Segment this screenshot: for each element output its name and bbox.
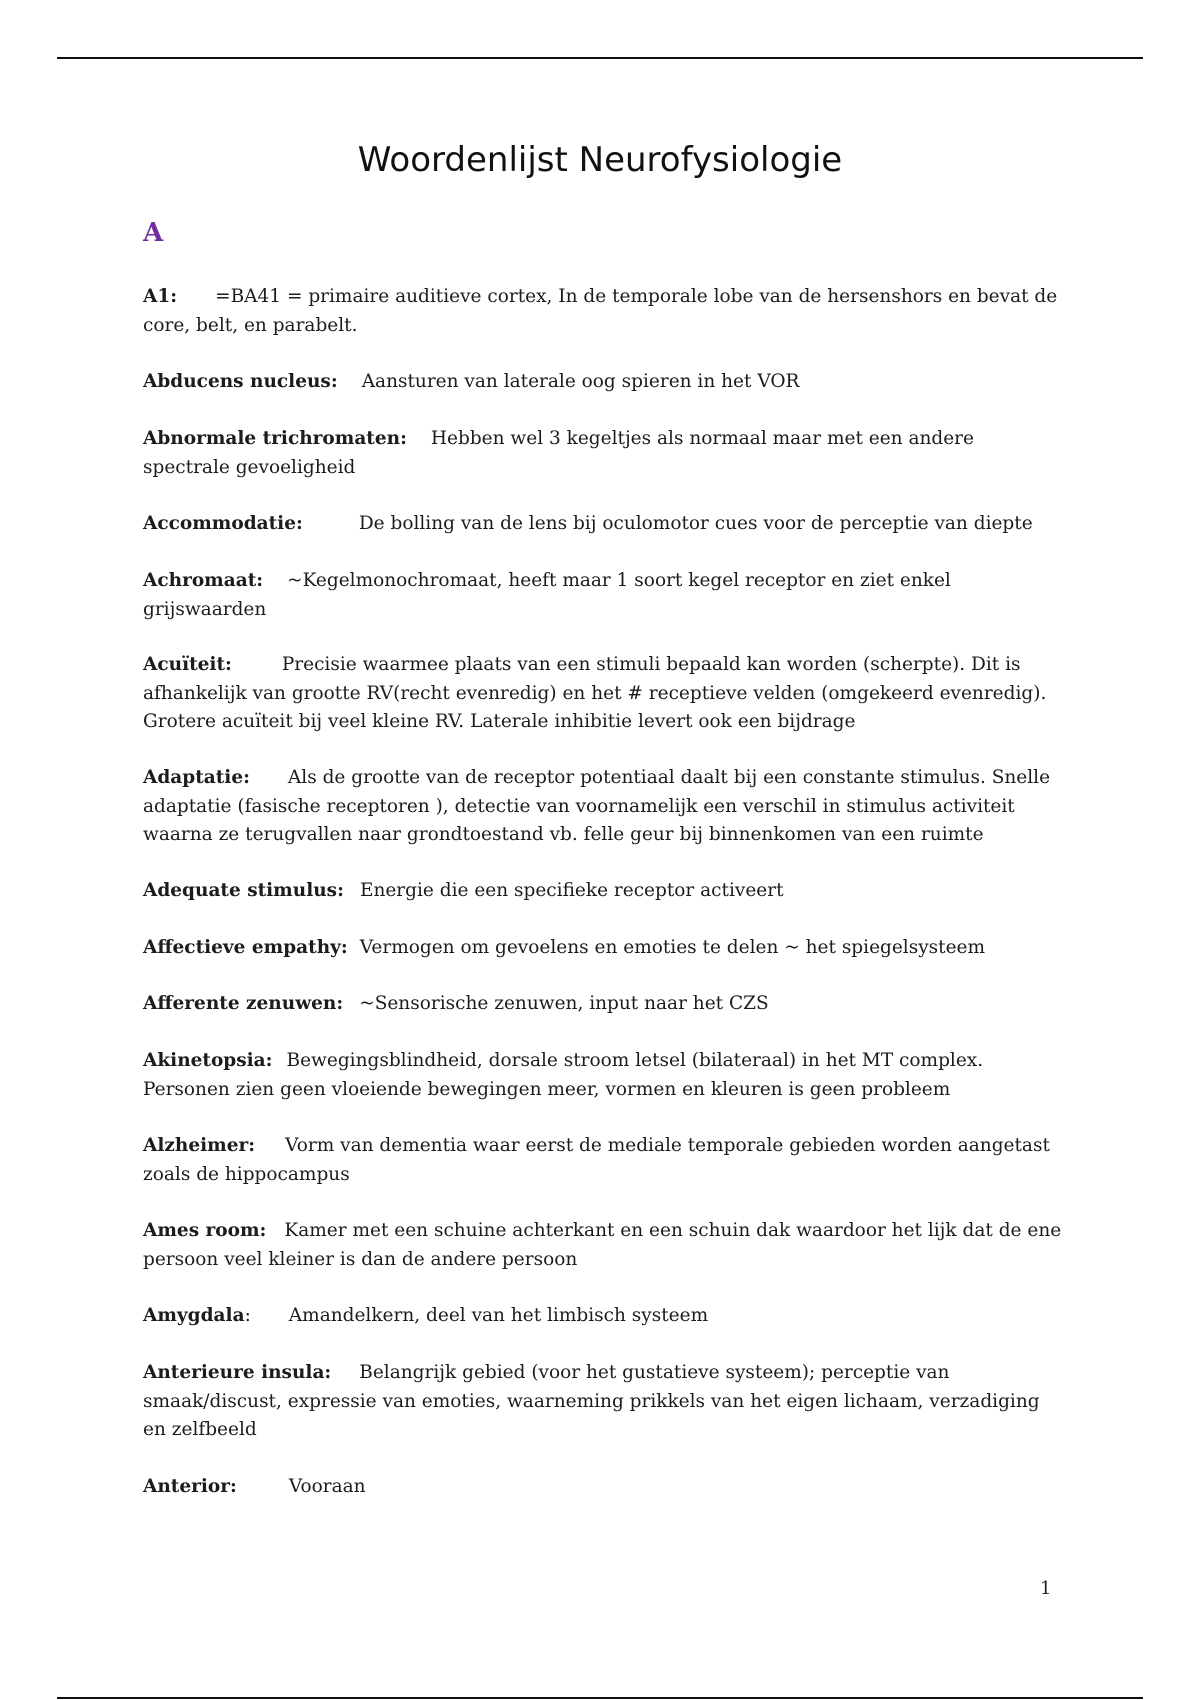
entry-term: Anterior: — [143, 1476, 237, 1497]
glossary-entry — [143, 368, 1063, 397]
page-number: 1 — [1040, 1578, 1052, 1599]
entry-definition: ~Kegelmonochromaat, heeft maar 1 soort kegel receptor en ziet enkel grijswaarden — [143, 570, 951, 620]
entry-term: Amygdala — [143, 1305, 245, 1326]
entry-term: Akinetopsia: — [143, 1050, 273, 1071]
entry-definition: Hebben wel 3 kegeltjes als normaal maar met een andere spectrale gevoeligheid — [143, 428, 974, 478]
entry-definition: Aansturen van laterale oog spieren in het VOR — [361, 371, 800, 392]
entry-term: Abducens nucleus: — [143, 371, 338, 392]
entry-definition: Precisie waarmee plaats van een stimuli bepaald kan worden (scherpte). Dit is afhankelijk van grootte RV(recht evenredig) en het # receptieve velden (omgekeerd evenredig). Grotere acuïteit bij veel kleine RV. Laterale inhibitie levert ook een bijdrage — [143, 654, 1047, 732]
entry-definition: De bolling van de lens bij oculomotor cues voor de perceptie van diepte — [358, 513, 1033, 534]
entry-term: Achromaat: — [143, 570, 264, 591]
entry-term: Afferente zenuwen: — [143, 993, 344, 1014]
entry-term: Acuïteit: — [143, 654, 232, 675]
entry-term: Accommodatie: — [143, 513, 303, 534]
entry-term: Adaptatie: — [143, 767, 250, 788]
glossary-entry — [143, 283, 1063, 340]
glossary-entry — [143, 1132, 1063, 1189]
entry-term: Alzheimer: — [143, 1135, 256, 1156]
entry-definition: Als de grootte van de receptor potentiaal daalt bij een constante stimulus. Snelle adaptatie (fasische receptoren ), detectie van voornamelijk een verschil in stimulus activiteit waarna ze terugvallen naar grondtoestand vb. felle geur bij binnenkomen van een ruimte — [143, 767, 1051, 845]
entry-definition: =BA41 = primaire auditieve cortex, In de temporale lobe van de hersenshors en bevat de core, belt, en parabelt. — [143, 286, 1058, 336]
entry-definition: Energie die een specifieke receptor activeert — [359, 880, 784, 901]
entry-term-suffix: : — [244, 1305, 251, 1326]
entry-term: Affectieve empathy: — [143, 937, 348, 958]
entry-definition: Amandelkern, deel van het limbisch systeem — [288, 1305, 709, 1326]
glossary-entry — [143, 425, 1063, 482]
entry-term: Ames room: — [143, 1220, 267, 1241]
header-rule — [57, 57, 1143, 59]
glossary-entry — [143, 1473, 1063, 1502]
glossary-entry — [143, 651, 1063, 737]
entry-definition: Vermogen om gevoelens en emoties te delen ~ het spiegelsysteem — [359, 937, 986, 958]
document-title: Woordenlijst Neurofysiologie — [357, 140, 843, 180]
glossary-entry — [143, 764, 1063, 850]
entry-definition: Vorm van dementia waar eerst de mediale temporale gebieden worden aangetast zoals de hippocampus — [143, 1135, 1050, 1185]
footer-rule — [57, 1697, 1143, 1699]
glossary-entry — [143, 1359, 1063, 1445]
entry-definition: Belangrijk gebied (voor het gustatieve systeem); perceptie van smaak/discust, expressie van emoties, waarneming prikkels van het eigen lichaam, verzadiging en zelfbeeld — [143, 1362, 1040, 1440]
glossary-entry — [143, 1047, 1063, 1104]
section-heading-letter: A — [143, 218, 164, 248]
entry-definition: Bewegingsblindheid, dorsale stroom letsel (bilateraal) in het MT complex. Personen zien geen vloeiende bewegingen meer, vormen en kleuren is geen probleem — [143, 1050, 984, 1100]
glossary-entry — [143, 990, 1063, 1019]
entry-term: A1: — [143, 286, 178, 307]
entry-definition: Vooraan — [288, 1476, 366, 1497]
glossary-entry — [143, 877, 1063, 906]
glossary-entry — [143, 1217, 1063, 1274]
glossary-entry — [143, 1302, 1063, 1331]
glossary-entry — [143, 510, 1063, 539]
entry-definition: Kamer met een schuine achterkant en een schuin dak waardoor het lijk dat de ene persoon veel kleiner is dan de andere persoon — [143, 1220, 1062, 1270]
entry-term: Abnormale trichromaten: — [143, 428, 407, 449]
entry-definition: ~Sensorische zenuwen, input naar het CZS — [359, 993, 769, 1014]
entry-term: Anterieure insula: — [143, 1362, 332, 1383]
glossary-entry — [143, 567, 1063, 624]
entry-term: Adequate stimulus: — [143, 880, 344, 901]
glossary-entry — [143, 934, 1063, 963]
